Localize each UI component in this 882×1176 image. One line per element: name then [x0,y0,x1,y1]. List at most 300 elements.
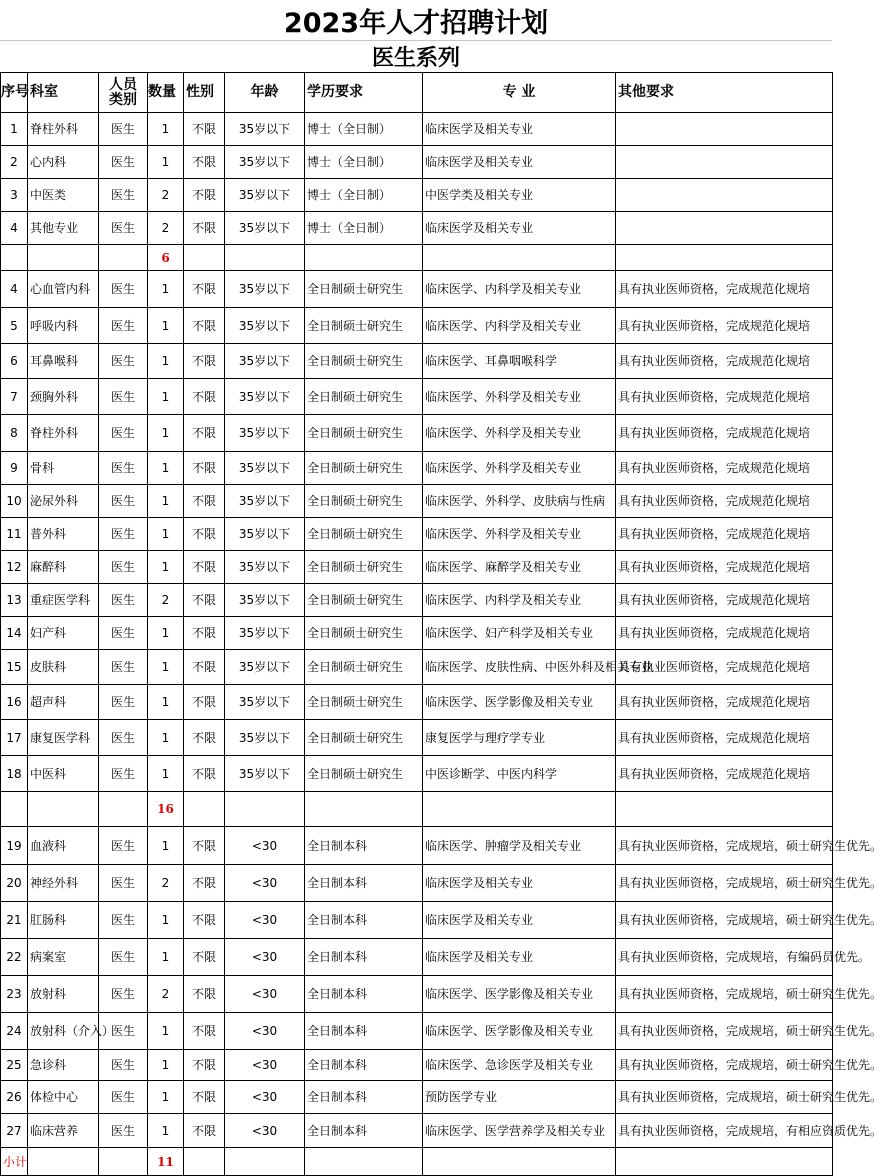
cell-staff-type: 医生 [99,485,148,518]
cell-age: 35岁以下 [225,551,305,584]
cell-quantity: 2 [148,584,184,617]
subtotal-row [1,1148,833,1176]
cell-department: 神经外科 [28,865,99,902]
cell-department: 呼吸内科 [28,308,99,344]
cell-other-requirements: 具有执业医师资格，完成规范化规培 [616,584,833,617]
cell-gender: 不限 [184,485,225,518]
cell-major: 临床医学、外科学及相关专业 [423,518,616,551]
cell-gender: 不限 [184,976,225,1013]
table-row [1,865,833,902]
cell-gender: 不限 [184,146,225,179]
col-header-age: 年龄 [225,73,305,113]
cell-gender: 不限 [184,518,225,551]
cell-other-requirements: 具有执业医师资格，完成规培，硕士研究生优先。 [616,976,833,1013]
cell-major: 临床医学及相关专业 [423,146,616,179]
cell-age: 35岁以下 [225,617,305,650]
cell-education: 全日制本科 [305,827,423,865]
cell-department: 耳鼻喉科 [28,344,99,379]
cell-gender: 不限 [184,756,225,792]
cell-education: 博士（全日制） [305,179,423,212]
cell-quantity: 1 [148,271,184,308]
cell-age: 35岁以下 [225,584,305,617]
cell-index: 25 [1,1050,28,1081]
cell-staff-type: 医生 [99,650,148,685]
cell-department: 肛肠科 [28,902,99,939]
col-header-gender: 性别 [184,73,225,113]
cell-department: 中医类 [28,179,99,212]
cell-quantity: 1 [148,485,184,518]
cell-quantity: 2 [148,179,184,212]
cell-quantity: 1 [148,827,184,865]
cell-staff-type: 医生 [99,415,148,452]
cell-other-requirements: 具有执业医师资格，完成规范化规培 [616,379,833,415]
cell-index: 6 [1,344,28,379]
cell-index: 1 [1,113,28,146]
cell-quantity: 1 [148,344,184,379]
cell-gender: 不限 [184,271,225,308]
recruitment-table [0,72,882,1176]
cell-age: <30 [225,1114,305,1148]
cell-quantity: 2 [148,212,184,245]
cell-major: 临床医学及相关专业 [423,212,616,245]
empty-cell [423,245,616,271]
cell-index: 17 [1,720,28,756]
cell-education: 全日制硕士研究生 [305,584,423,617]
empty-cell [225,245,305,271]
cell-staff-type: 医生 [99,720,148,756]
cell-quantity: 1 [148,1013,184,1050]
cell-gender: 不限 [184,452,225,485]
cell-gender: 不限 [184,1081,225,1114]
table-row [1,976,833,1013]
cell-index: 23 [1,976,28,1013]
cell-major: 临床医学、外科学及相关专业 [423,415,616,452]
cell-department: 普外科 [28,518,99,551]
cell-index: 15 [1,650,28,685]
cell-quantity: 1 [148,756,184,792]
cell-quantity: 1 [148,617,184,650]
cell-other-requirements: 具有执业医师资格，完成规范化规培 [616,518,833,551]
empty-cell [305,1148,423,1176]
cell-index: 9 [1,452,28,485]
cell-age: 35岁以下 [225,271,305,308]
subtotal-value: 16 [148,792,184,827]
cell-major: 临床医学、耳鼻咽喉科学 [423,344,616,379]
cell-age: <30 [225,1081,305,1114]
cell-staff-type: 医生 [99,976,148,1013]
cell-gender: 不限 [184,1050,225,1081]
cell-gender: 不限 [184,379,225,415]
cell-education: 全日制硕士研究生 [305,685,423,720]
empty-cell [99,245,148,271]
cell-major: 临床医学及相关专业 [423,902,616,939]
empty-cell [616,1148,833,1176]
cell-gender: 不限 [184,113,225,146]
cell-age: <30 [225,976,305,1013]
cell-other-requirements [616,113,833,146]
cell-age: 35岁以下 [225,415,305,452]
cell-age: 35岁以下 [225,452,305,485]
cell-other-requirements [616,212,833,245]
subtotal-value: 6 [148,245,184,271]
table-row [1,212,833,245]
cell-quantity: 1 [148,1081,184,1114]
cell-staff-type: 医生 [99,113,148,146]
table-row [1,650,833,685]
table-row [1,179,833,212]
cell-other-requirements: 具有执业医师资格，完成规范化规培 [616,452,833,485]
cell-staff-type: 医生 [99,308,148,344]
cell-department: 脊柱外科 [28,415,99,452]
col-header-index: 序号 [1,73,28,113]
cell-other-requirements [616,179,833,212]
cell-staff-type: 医生 [99,551,148,584]
empty-cell [28,792,99,827]
table-row [1,518,833,551]
col-header-department: 科室 [28,73,99,113]
cell-department: 放射科 [28,976,99,1013]
header-row [1,73,833,113]
table-row [1,485,833,518]
table-row [1,1050,833,1081]
cell-education: 全日制本科 [305,1013,423,1050]
empty-cell [184,245,225,271]
cell-department: 超声科 [28,685,99,720]
cell-major: 临床医学、内科学及相关专业 [423,271,616,308]
cell-gender: 不限 [184,902,225,939]
table-row [1,720,833,756]
subtotal-label: 小计 [1,1148,28,1176]
cell-other-requirements: 具有执业医师资格，完成规培，有相应资质优先。 [616,1114,833,1148]
cell-education: 全日制本科 [305,1050,423,1081]
cell-other-requirements: 具有执业医师资格，完成规培，硕士研究生优先。 [616,1081,833,1114]
cell-department: 脊柱外科 [28,113,99,146]
cell-gender: 不限 [184,827,225,865]
cell-staff-type: 医生 [99,1050,148,1081]
cell-staff-type: 医生 [99,584,148,617]
empty-cell [184,792,225,827]
cell-quantity: 1 [148,308,184,344]
cell-education: 全日制硕士研究生 [305,379,423,415]
cell-major: 预防医学专业 [423,1081,616,1114]
cell-department: 放射科（介入） [28,1013,99,1050]
cell-major: 临床医学及相关专业 [423,113,616,146]
cell-index: 19 [1,827,28,865]
cell-age: 35岁以下 [225,650,305,685]
table-row [1,344,833,379]
cell-other-requirements: 具有执业医师资格，完成规范化规培 [616,344,833,379]
cell-index: 22 [1,939,28,976]
cell-other-requirements: 具有执业医师资格，完成规范化规培 [616,415,833,452]
cell-index: 18 [1,756,28,792]
cell-education: 全日制硕士研究生 [305,452,423,485]
cell-gender: 不限 [184,551,225,584]
cell-education: 全日制硕士研究生 [305,551,423,584]
col-header-other-requirements: 其他要求 [616,73,833,113]
cell-gender: 不限 [184,308,225,344]
cell-major: 临床医学、内科学及相关专业 [423,584,616,617]
cell-education: 全日制本科 [305,865,423,902]
cell-age: 35岁以下 [225,685,305,720]
cell-gender: 不限 [184,415,225,452]
cell-age: <30 [225,827,305,865]
cell-quantity: 2 [148,976,184,1013]
cell-staff-type: 医生 [99,271,148,308]
cell-department: 体检中心 [28,1081,99,1114]
cell-gender: 不限 [184,1114,225,1148]
cell-other-requirements: 具有执业医师资格，完成规范化规培 [616,756,833,792]
table-row [1,113,833,146]
cell-staff-type: 医生 [99,617,148,650]
cell-staff-type: 医生 [99,827,148,865]
cell-quantity: 1 [148,1114,184,1148]
table-row [1,271,833,308]
empty-cell [1,245,28,271]
cell-department: 其他专业 [28,212,99,245]
cell-index: 3 [1,179,28,212]
cell-quantity: 2 [148,865,184,902]
cell-education: 全日制硕士研究生 [305,756,423,792]
cell-major: 临床医学及相关专业 [423,939,616,976]
table-row [1,617,833,650]
col-header-major: 专 业 [423,73,616,113]
col-header-quantity: 数量 [148,73,184,113]
cell-staff-type: 医生 [99,518,148,551]
cell-education: 博士（全日制） [305,146,423,179]
table-row [1,584,833,617]
cell-quantity: 1 [148,650,184,685]
cell-index: 2 [1,146,28,179]
cell-quantity: 1 [148,379,184,415]
cell-other-requirements: 具有执业医师资格，完成规范化规培 [616,551,833,584]
empty-cell [423,1148,616,1176]
cell-department: 急诊科 [28,1050,99,1081]
cell-index: 4 [1,212,28,245]
cell-staff-type: 医生 [99,212,148,245]
cell-education: 全日制硕士研究生 [305,308,423,344]
cell-age: <30 [225,902,305,939]
cell-major: 康复医学与理疗学专业 [423,720,616,756]
cell-other-requirements: 具有执业医师资格，完成规培，硕士研究生优先。 [616,1013,833,1050]
cell-other-requirements: 具有执业医师资格，完成规范化规培 [616,650,833,685]
table-row [1,308,833,344]
cell-department: 颈胸外科 [28,379,99,415]
table-row [1,902,833,939]
cell-age: 35岁以下 [225,113,305,146]
cell-department: 心内科 [28,146,99,179]
cell-quantity: 1 [148,518,184,551]
cell-education: 全日制本科 [305,1081,423,1114]
subtotal-value: 11 [148,1148,184,1176]
table-row [1,146,833,179]
cell-major: 临床医学、麻醉学及相关专业 [423,551,616,584]
cell-index: 5 [1,308,28,344]
cell-index: 24 [1,1013,28,1050]
cell-age: 35岁以下 [225,379,305,415]
cell-index: 14 [1,617,28,650]
cell-education: 全日制硕士研究生 [305,415,423,452]
cell-major: 临床医学、医学营养学及相关专业 [423,1114,616,1148]
cell-department: 中医科 [28,756,99,792]
empty-cell [423,792,616,827]
cell-index: 7 [1,379,28,415]
cell-department: 康复医学科 [28,720,99,756]
table-row [1,1013,833,1050]
col-header-staff-type: 人员类别 [99,73,148,113]
cell-other-requirements: 具有执业医师资格，完成规范化规培 [616,617,833,650]
cell-other-requirements: 具有执业医师资格，完成规范化规培 [616,308,833,344]
empty-cell [28,1148,99,1176]
cell-education: 全日制硕士研究生 [305,617,423,650]
cell-quantity: 1 [148,720,184,756]
cell-quantity: 1 [148,685,184,720]
cell-age: 35岁以下 [225,518,305,551]
cell-staff-type: 医生 [99,146,148,179]
cell-index: 12 [1,551,28,584]
cell-index: 26 [1,1081,28,1114]
col-header-education: 学历要求 [305,73,423,113]
cell-other-requirements: 具有执业医师资格，完成规培，有编码员优先。 [616,939,833,976]
cell-age: 35岁以下 [225,720,305,756]
cell-major: 中医学类及相关专业 [423,179,616,212]
cell-major: 临床医学、外科学、皮肤病与性病 [423,485,616,518]
cell-index: 16 [1,685,28,720]
cell-department: 临床营养 [28,1114,99,1148]
cell-gender: 不限 [184,939,225,976]
cell-major: 临床医学、医学影像及相关专业 [423,976,616,1013]
cell-other-requirements: 具有执业医师资格，完成规培，硕士研究生优先。 [616,865,833,902]
cell-index: 11 [1,518,28,551]
cell-staff-type: 医生 [99,179,148,212]
table-body [1,113,882,1176]
cell-major: 临床医学、外科学及相关专业 [423,379,616,415]
cell-age: <30 [225,939,305,976]
cell-age: 35岁以下 [225,485,305,518]
cell-gender: 不限 [184,650,225,685]
cell-staff-type: 医生 [99,379,148,415]
cell-age: 35岁以下 [225,212,305,245]
table-row [1,939,833,976]
empty-cell [225,792,305,827]
cell-age: <30 [225,865,305,902]
empty-cell [616,245,833,271]
cell-age: 35岁以下 [225,146,305,179]
cell-other-requirements: 具有执业医师资格，完成规培，硕士研究生优先。 [616,902,833,939]
cell-other-requirements: 具有执业医师资格，完成规培，硕士研究生优先。 [616,827,833,865]
cell-staff-type: 医生 [99,1081,148,1114]
table-row [1,551,833,584]
cell-index: 27 [1,1114,28,1148]
cell-gender: 不限 [184,617,225,650]
cell-gender: 不限 [184,865,225,902]
cell-age: 35岁以下 [225,344,305,379]
cell-index: 21 [1,902,28,939]
cell-index: 10 [1,485,28,518]
cell-age: 35岁以下 [225,756,305,792]
cell-other-requirements [616,146,833,179]
cell-other-requirements: 具有执业医师资格，完成规范化规培 [616,685,833,720]
page-subtitle: 医生系列 [371,45,460,71]
cell-staff-type: 医生 [99,865,148,902]
cell-major: 临床医学、内科学及相关专业 [423,308,616,344]
table-row [1,452,833,485]
table-row [1,379,833,415]
cell-gender: 不限 [184,685,225,720]
cell-index: 8 [1,415,28,452]
cell-department: 心血管内科 [28,271,99,308]
cell-education: 全日制硕士研究生 [305,485,423,518]
empty-cell [1,792,28,827]
cell-quantity: 1 [148,415,184,452]
cell-education: 全日制本科 [305,939,423,976]
cell-education: 全日制本科 [305,976,423,1013]
empty-cell [28,245,99,271]
cell-education: 全日制硕士研究生 [305,650,423,685]
cell-other-requirements: 具有执业医师资格，完成规培，硕士研究生优先。 [616,1050,833,1081]
cell-major: 临床医学及相关专业 [423,865,616,902]
cell-gender: 不限 [184,344,225,379]
cell-department: 血液科 [28,827,99,865]
cell-major: 临床医学、肿瘤学及相关专业 [423,827,616,865]
cell-department: 妇产科 [28,617,99,650]
cell-major: 临床医学、急诊医学及相关专业 [423,1050,616,1081]
cell-age: <30 [225,1013,305,1050]
cell-staff-type: 医生 [99,344,148,379]
cell-other-requirements: 具有执业医师资格，完成规范化规培 [616,271,833,308]
cell-major: 临床医学、医学影像及相关专业 [423,1013,616,1050]
cell-department: 泌尿外科 [28,485,99,518]
cell-major: 临床医学、妇产科学及相关专业 [423,617,616,650]
cell-quantity: 1 [148,939,184,976]
cell-education: 博士（全日制） [305,113,423,146]
empty-cell [99,1148,148,1176]
cell-major: 临床医学、外科学及相关专业 [423,452,616,485]
cell-staff-type: 医生 [99,1114,148,1148]
cell-quantity: 1 [148,146,184,179]
cell-gender: 不限 [184,212,225,245]
subtotal-row [1,245,833,271]
cell-other-requirements: 具有执业医师资格，完成规范化规培 [616,485,833,518]
cell-department: 骨科 [28,452,99,485]
cell-education: 博士（全日制） [305,212,423,245]
cell-age: 35岁以下 [225,308,305,344]
cell-quantity: 1 [148,452,184,485]
empty-cell [616,792,833,827]
table-row [1,685,833,720]
cell-quantity: 1 [148,113,184,146]
table-row [1,756,833,792]
table-row [1,827,833,865]
cell-gender: 不限 [184,179,225,212]
cell-department: 麻醉科 [28,551,99,584]
cell-other-requirements: 具有执业医师资格，完成规范化规培 [616,720,833,756]
cell-gender: 不限 [184,584,225,617]
cell-major: 临床医学、医学影像及相关专业 [423,685,616,720]
cell-major: 中医诊断学、中医内科学 [423,756,616,792]
cell-staff-type: 医生 [99,902,148,939]
empty-cell [305,245,423,271]
subtotal-row [1,792,833,827]
cell-department: 重症医学科 [28,584,99,617]
cell-quantity: 1 [148,902,184,939]
cell-staff-type: 医生 [99,685,148,720]
cell-age: 35岁以下 [225,179,305,212]
cell-staff-type: 医生 [99,452,148,485]
cell-quantity: 1 [148,1050,184,1081]
table-row [1,1081,833,1114]
cell-education: 全日制硕士研究生 [305,720,423,756]
cell-major: 临床医学、皮肤性病、中医外科及相关专业 [423,650,616,685]
